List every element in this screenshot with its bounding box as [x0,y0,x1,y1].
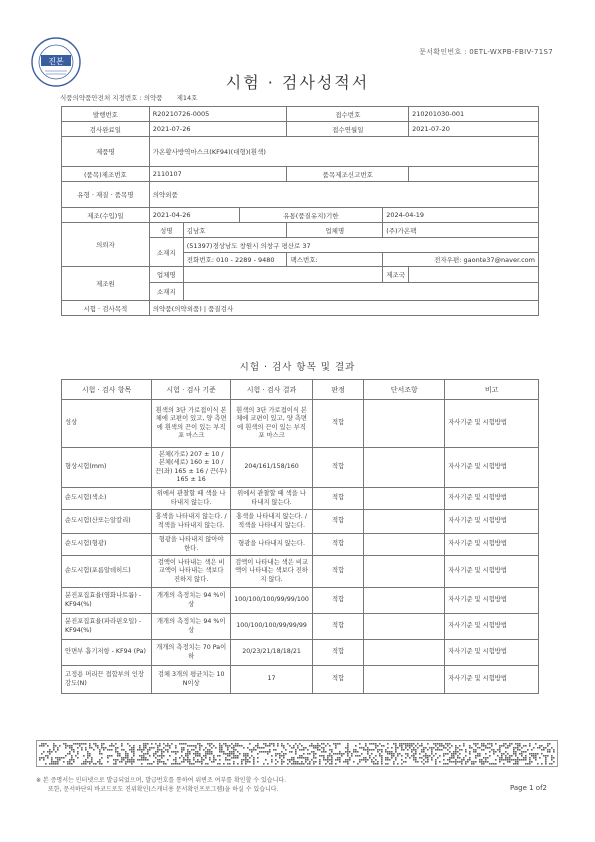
table-row [62,534,539,556]
test-standard: 개개의 측정치는 94 %이상 [152,588,231,614]
maker-address [183,283,538,301]
test-item: 순도시험(형광) [62,534,152,556]
column-header: 비고 [445,380,539,400]
column-header: 시험 · 검사 결과 [231,380,313,400]
test-result: 17 [231,666,313,694]
remark: 자사기준 및 시험방법 [445,534,539,556]
designation-number: 제14호 [176,94,198,102]
country [409,267,539,283]
test-item: 성상 [62,400,152,448]
page-number: Page 1 of2 [509,784,547,792]
maker-address-label: 소재지 [149,283,183,301]
purpose-label: 시험 · 검사목적 [62,301,150,316]
test-result: 위에서 관찰할 때 색을 나타내지 않는다. [231,488,313,510]
receipt-no-label: 접수번호 [287,107,409,122]
client-company: (주)가온팩 [383,223,539,238]
judgement: 적합 [312,666,363,694]
receipt-no: 210201030-001 [409,107,539,122]
table-row [62,588,539,614]
designation-line [60,93,197,102]
test-standard: 형광을 나타내지 않아야 한다. [152,534,231,556]
info-table [61,106,539,316]
proviso [364,666,445,694]
done-date-label: 검사완료일 [62,122,150,137]
table-row [62,614,539,640]
mfg-date-label: 제조(수입)일 [62,208,150,223]
judgement: 적합 [312,400,363,448]
purpose: 의약품(의약외품) | 품질검사 [149,301,538,316]
test-standard: 검액이 나타내는 색은 비교액이 나타내는 색보다 진하지 않다. [152,556,231,588]
report-no-label: 품목제조신고번호 [287,167,409,182]
remark: 자사기준 및 시험방법 [445,640,539,666]
table-row [62,640,539,666]
table-row [62,400,539,448]
table-row [62,448,539,488]
judgement: 적합 [312,510,363,534]
column-header: 단서조항 [364,380,445,400]
barcode [36,740,558,767]
judgement: 적합 [312,534,363,556]
test-standard: 위에서 관찰할 때 색을 나타내지 않는다. [152,488,231,510]
proviso [364,510,445,534]
proviso [364,400,445,448]
judgement: 적합 [312,640,363,666]
remark: 자사기준 및 시험방법 [445,510,539,534]
column-header: 시험 · 검사 기준 [152,380,231,400]
table-row [62,556,539,588]
receipt-date: 2021-07-20 [409,122,539,137]
remark: 자사기준 및 시험방법 [445,448,539,488]
maker-company-label: 업체명 [149,267,183,283]
test-result: 흰색의 3단 가로접이식 본체에 코편이 있고, 양 측면에 흰색의 끈이 있는 부직포 마스크 [231,400,313,448]
table-row [62,666,539,694]
test-result: 홍색을 나타내지 않는다. / 적색을 나타내지 않는다. [231,510,313,534]
stamp-text: 진본 [48,57,64,66]
test-standard: 검체 3개의 평균치는 10 N이상 [152,666,231,694]
table-row [62,510,539,534]
client-fax: 팩스번호: [287,253,383,267]
test-item: 분진포집효율(염화나트륨) - KF94(%) [62,588,152,614]
item-no: 2110107 [149,167,287,182]
page-title: 시험 · 검사성적서 [225,73,370,92]
test-item: 형상시험(mm) [62,448,152,488]
done-date: 2021-07-26 [149,122,287,137]
test-result: 100/100/100/99/99/99 [231,614,313,640]
client-label: 의뢰자 [62,223,150,267]
test-standard: 개개의 측정치는 94 %이상 [152,614,231,640]
test-item: 안면부 흡기저항 - KF94 (Pa) [62,640,152,666]
test-standard: 흰색의 3단 가로접이식 본체에 코편이 있고, 양 측면에 흰색의 끈이 있는 부직포 마스크 [152,400,231,448]
remark: 자사기준 및 시험방법 [445,614,539,640]
footer-note-2: 또한, 문서하단의 바코드로도 진위확인(스캐너용 문서확인프로그램)을 하실 수 있습니다. [48,786,279,793]
maker-label: 제조원 [62,267,150,301]
judgement: 적합 [312,588,363,614]
proviso [364,588,445,614]
remark: 자사기준 및 시험방법 [445,488,539,510]
proviso [364,556,445,588]
test-item: 고정용 머리끈 접합부의 인장강도(N) [62,666,152,694]
test-standard: 개개의 측정치는 70 Pa이하 [152,640,231,666]
judgement: 적합 [312,614,363,640]
remark: 자사기준 및 시험방법 [445,666,539,694]
column-header: 시험 · 검사 항목 [62,380,152,400]
proviso [364,614,445,640]
remark: 자사기준 및 시험방법 [445,556,539,588]
client-company-label: 업체명 [287,223,383,238]
client-email: 전자우편: gaonte37@naver.com [383,253,539,267]
expiry-date: 2024-04-19 [383,208,539,223]
test-standard: 본체(가로) 207 ± 10 / 본체(세로) 160 ± 10 / 끈(좌) 165 ± 16 / 끈(우) 165 ± 16 [152,448,231,488]
test-result: 204/161/158/160 [231,448,313,488]
client-address-label: 소재지 [149,238,183,267]
test-standard: 홍색을 나타내지 않는다. / 적색을 나타내지 않는다. [152,510,231,534]
designation-label: 식품의약품안전처 지정번호 : 의약품 [60,94,163,102]
results-title: 시험 · 검사 항목 및 결과 [239,362,356,373]
client-address: (51397)경상남도 창원시 의창구 평산로 37 [183,238,538,253]
judgement: 적합 [312,488,363,510]
test-result: 20/23/21/18/18/21 [231,640,313,666]
client-name: 김남호 [183,223,287,238]
maker-company [183,267,382,283]
test-result: 형광을 나타내지 않는다. [231,534,313,556]
item-no-label: (품목)제조번호 [62,167,150,182]
test-item: 순도시험(포름알데히드) [62,556,152,588]
judgement: 적합 [312,556,363,588]
type-label: 유형 · 재질 · 품목명 [62,182,150,208]
expiry-label: 유통(품질유지)기한 [239,208,383,223]
type-value: 의약외품 [149,182,538,208]
proviso [364,640,445,666]
country-label: 제조국 [383,267,409,283]
receipt-date-label: 접수연월일 [287,122,409,137]
test-item: 분진포집효율(파라핀오일) - KF94(%) [62,614,152,640]
test-item: 순도시험(색소) [62,488,152,510]
footer-note-1: ※ 본 증명서는 인터넷으로 발급되었으며, 발급번호를 통하여 위변조 여부를 확인할 수 있습니다. [36,777,287,784]
product-label: 제품명 [62,137,150,167]
proviso [364,488,445,510]
client-phone: 전화번호: 010 - 2289 - 9480 [183,253,287,267]
client-name-label: 성명 [149,223,183,238]
test-result: 검액이 나타내는 색은 비교액이 나타내는 색보다 진하지 않다. [231,556,313,588]
test-item: 순도시험(산또는알칼리) [62,510,152,534]
product-name: 가온황사방역마스크(KF94)(대형)(흰색) [149,137,538,167]
judgement: 적합 [312,448,363,488]
test-result: 100/100/100/99/99/100 [231,588,313,614]
proviso [364,448,445,488]
proviso [364,534,445,556]
barcode-icon [37,741,557,766]
issue-no-label: 발행번호 [62,107,150,122]
results-table [61,379,539,694]
document-confirm-number: 문서확인번호 : 0ETL-WXPB-FBIV-71S7 [419,48,553,56]
remark: 자사기준 및 시험방법 [445,588,539,614]
table-row [62,488,539,510]
issue-no: R20210726-0005 [149,107,287,122]
column-header: 판정 [312,380,363,400]
report-no [409,167,539,182]
mfg-date: 2021-04-26 [149,208,239,223]
remark: 자사기준 및 시험방법 [445,400,539,448]
